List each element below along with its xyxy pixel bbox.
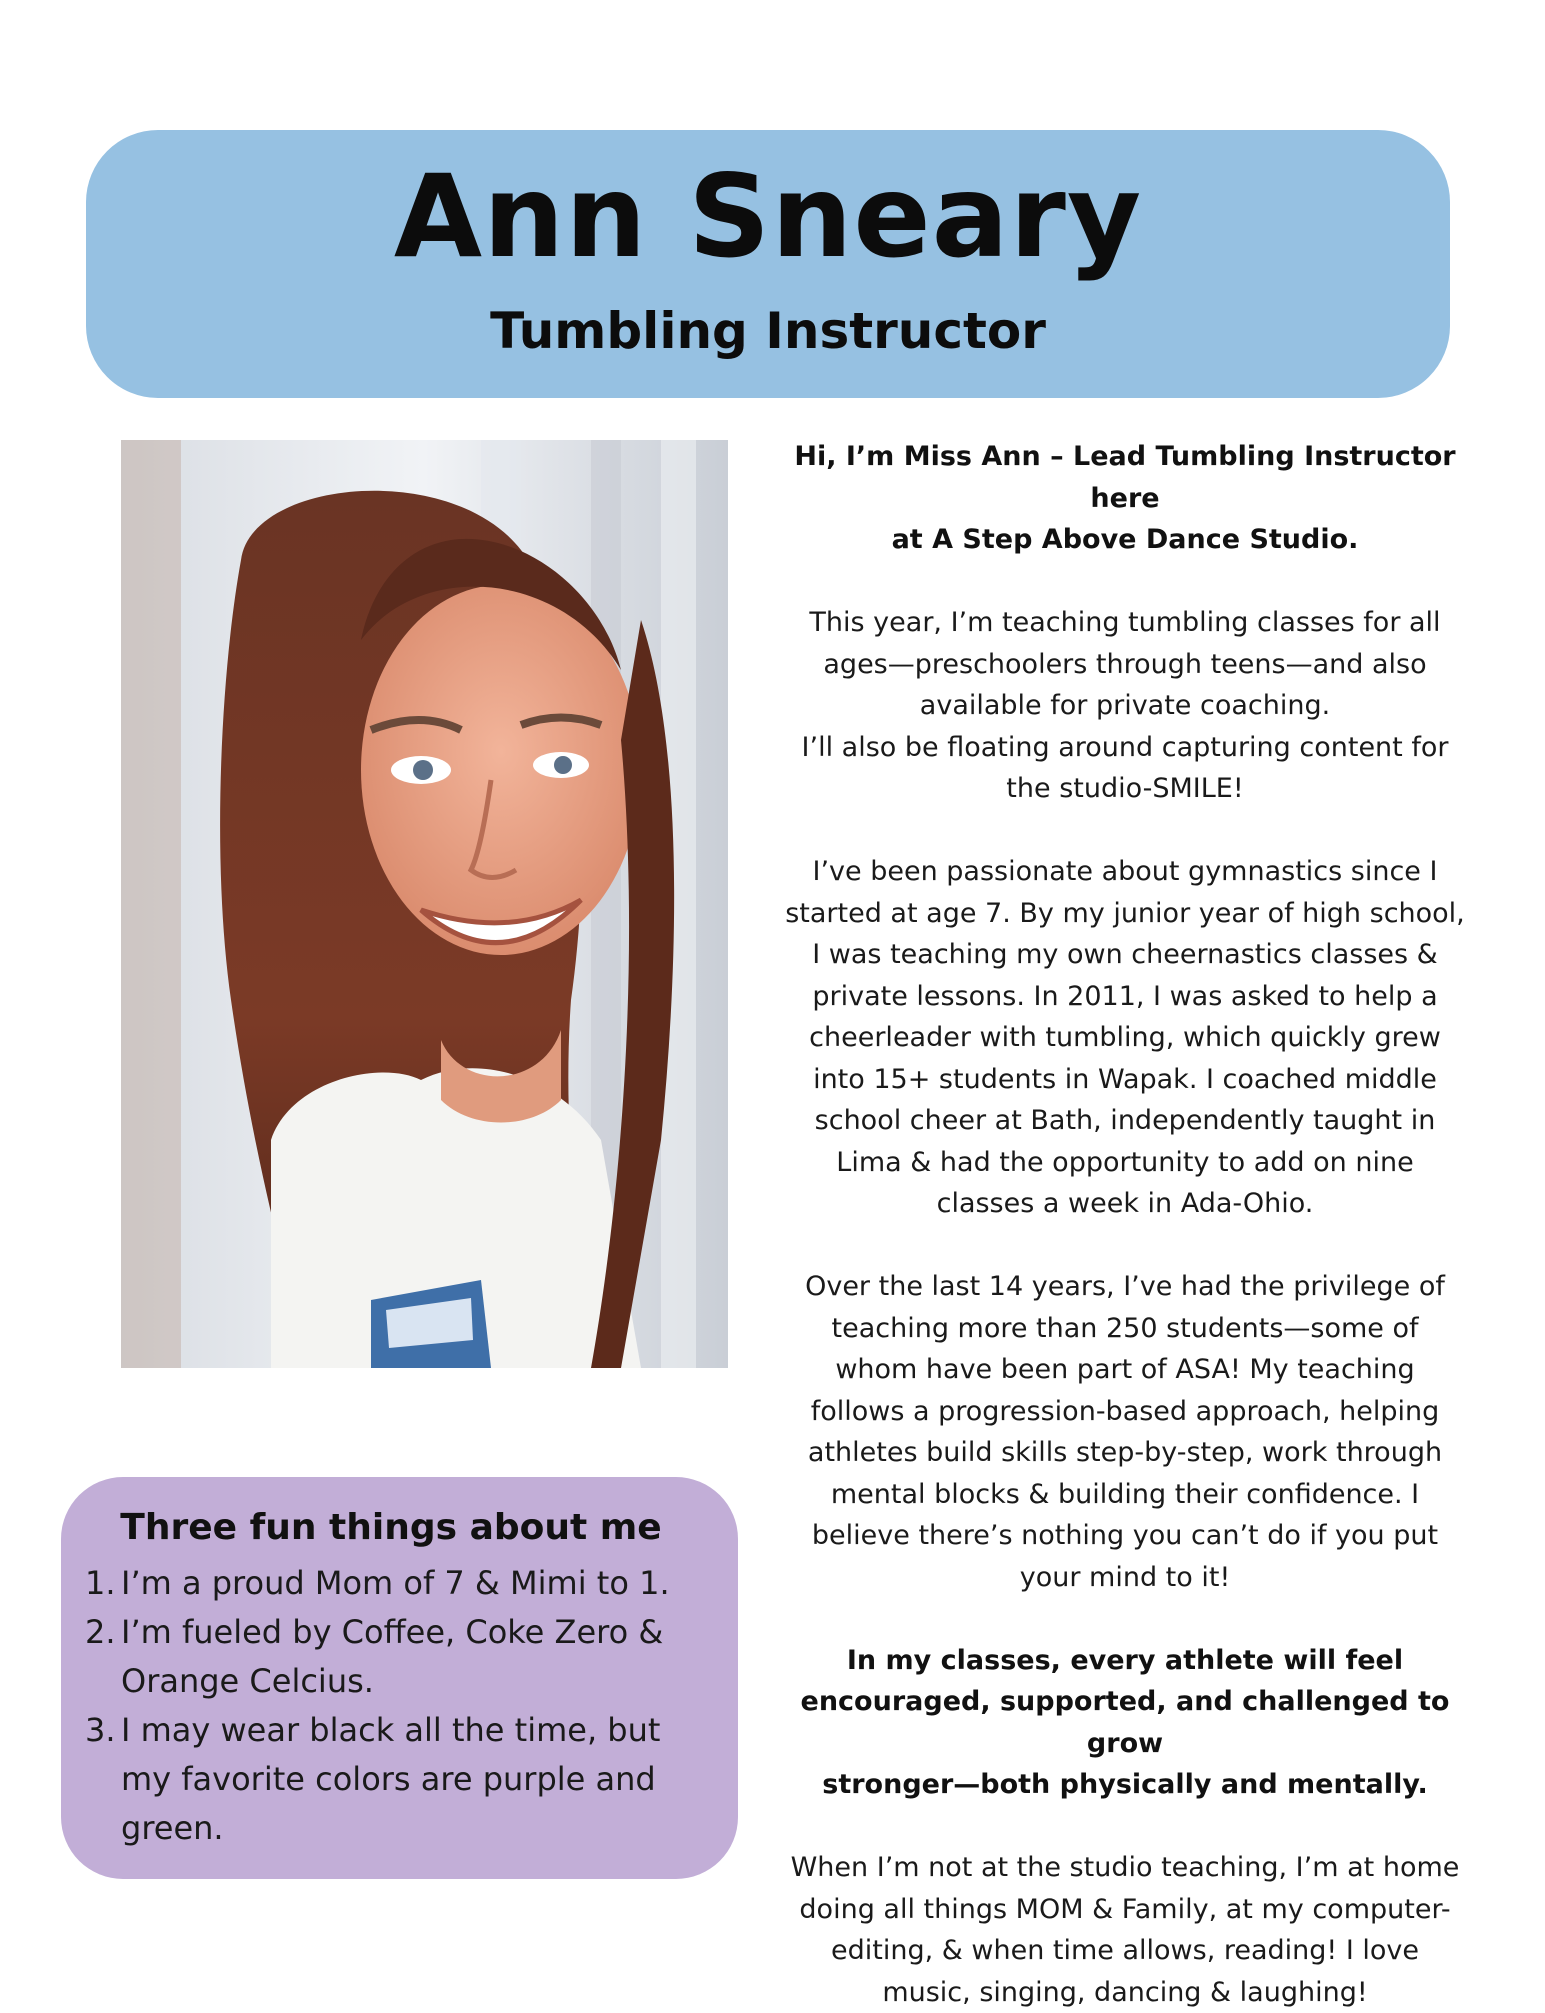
bio-experience-line: teaching more than 250 students—some of: [760, 1308, 1490, 1350]
bio-promise: [760, 1640, 1490, 1806]
bio-experience-line: athletes build skills step-by-step, work through: [760, 1432, 1490, 1474]
bio-experience-line: your mind to it!: [760, 1557, 1490, 1599]
bio-this-year-line: available for private coaching.: [760, 685, 1490, 727]
bio-experience-line: follows a progression-based approach, helping: [760, 1391, 1490, 1433]
bio-personal: [760, 1847, 1490, 2013]
fun-fact-line: green.: [121, 1804, 725, 1853]
bio-background-line: private lessons. In 2011, I was asked to help a: [760, 976, 1490, 1018]
fun-fact-item: [85, 1608, 725, 1706]
bio-experience-line: mental blocks & building their confidence. I: [760, 1474, 1490, 1516]
bio-personal-line: editing, & when time allows, reading! I love: [760, 1930, 1490, 1972]
instructor-photo: [121, 440, 728, 1368]
bio-background-line: cheerleader with tumbling, which quickly grew: [760, 1017, 1490, 1059]
bio-personal-line: When I’m not at the studio teaching, I’m at home: [760, 1847, 1490, 1889]
bio-background-line: I was teaching my own cheernastics classes &: [760, 934, 1490, 976]
bio-background: [760, 851, 1490, 1225]
bio-this-year: [760, 602, 1490, 810]
bio-intro: [760, 436, 1490, 561]
portrait-illustration: [121, 440, 728, 1368]
instructor-name: Ann Sneary: [86, 140, 1450, 294]
fun-facts-title: Three fun things about me: [61, 1505, 721, 1552]
fun-fact-text: [121, 1559, 725, 1608]
bio-intro-line: Hi, I’m Miss Ann – Lead Tumbling Instructor here: [760, 436, 1490, 519]
bio-promise-line: In my classes, every athlete will feel: [760, 1640, 1490, 1682]
bio-background-line: Lima & had the opportunity to add on nine: [760, 1142, 1490, 1184]
bio-background-line: into 15+ students in Wapak. I coached middle: [760, 1059, 1490, 1101]
bio-this-year-line: ages—preschoolers through teens—and also: [760, 644, 1490, 686]
bio-intro-line: at A Step Above Dance Studio.: [760, 519, 1490, 561]
header-banner: [86, 130, 1450, 398]
instructor-role: Tumbling Instructor: [86, 298, 1450, 366]
fun-fact-item: [85, 1706, 725, 1853]
bio-this-year-line: I’ll also be floating around capturing content for: [760, 727, 1490, 769]
bio-experience-line: Over the last 14 years, I’ve had the privilege of: [760, 1266, 1490, 1308]
bio-experience-line: believe there’s nothing you can’t do if you put: [760, 1515, 1490, 1557]
fun-fact-number: 2.: [85, 1608, 121, 1706]
bio-background-line: I’ve been passionate about gymnastics since I: [760, 851, 1490, 893]
bio-section: [760, 436, 1490, 2013]
bio-promise-line: stronger—both physically and mentally.: [760, 1764, 1490, 1806]
bio-experience-line: whom have been part of ASA! My teaching: [760, 1349, 1490, 1391]
bio-experience: [760, 1266, 1490, 1598]
fun-fact-line: Orange Celcius.: [121, 1657, 725, 1706]
fun-fact-text: [121, 1608, 725, 1706]
fun-facts-box: [61, 1477, 738, 1879]
fun-fact-line: I’m fueled by Coffee, Coke Zero &: [121, 1608, 725, 1657]
bio-background-line: classes a week in Ada-Ohio.: [760, 1183, 1490, 1225]
bio-background-line: started at age 7. By my junior year of high school,: [760, 893, 1490, 935]
fun-fact-item: [85, 1559, 725, 1608]
fun-fact-line: I may wear black all the time, but: [121, 1706, 725, 1755]
fun-facts-list: [85, 1559, 725, 1853]
bio-personal-line: music, singing, dancing & laughing!: [760, 1972, 1490, 2013]
bio-personal-line: doing all things MOM & Family, at my computer-: [760, 1889, 1490, 1931]
fun-fact-number: 3.: [85, 1706, 121, 1853]
fun-fact-number: 1.: [85, 1559, 121, 1608]
bio-this-year-line: This year, I’m teaching tumbling classes for all: [760, 602, 1490, 644]
fun-fact-line: my favorite colors are purple and: [121, 1755, 725, 1804]
fun-fact-text: [121, 1706, 725, 1853]
bio-promise-line: encouraged, supported, and challenged to grow: [760, 1681, 1490, 1764]
bio-this-year-line: the studio-SMILE!: [760, 768, 1490, 810]
fun-fact-line: I’m a proud Mom of 7 & Mimi to 1.: [121, 1564, 670, 1602]
bio-background-line: school cheer at Bath, independently taught in: [760, 1100, 1490, 1142]
